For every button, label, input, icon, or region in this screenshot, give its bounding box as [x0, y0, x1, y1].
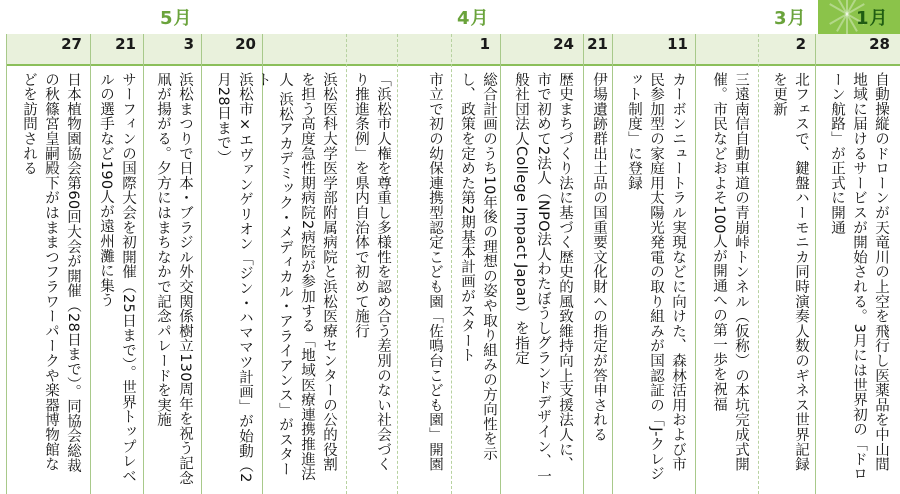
entry-may-21: サーフィンの国際大会を初開催（25日まで）。世界トップレベルの選手など190人が遠州灘に集う — [98, 72, 136, 484]
day-mar-2: 2 — [795, 35, 806, 53]
day-mar-21: 21 — [587, 35, 608, 53]
entry-apr-20: 浜松市×エヴァンゲリオン「ジン・ハママツ計画」が始動（2月28日まで） — [215, 72, 253, 483]
entry-jan-28: 自動操縦のドローンが天竜川の上空を飛行し医薬品を中山間地域に届けるサービスが開始される。3月には世界初の「ドローン航路」が正式に開通 — [829, 72, 889, 482]
day-mar-11: 11 — [667, 35, 688, 53]
entry-may-27: 日本植物園協会第60回大会が開催（28日まで）。同協会総裁の秋篠宮皇嗣殿下がはままつフラワーパークや楽器博物館などを訪問される — [21, 72, 81, 473]
day-mar-24: 24 — [553, 35, 574, 53]
entry-apr-1-plan: 総合計画のうち10年後の理想の姿や取り組みの方向性を示し、政策を定めた第2期基本計画がスタート — [459, 72, 497, 462]
entry-apr-1-ordinance: 「浜松市人権を尊重し多様性を認め合う差別のない社会づくり推進条例」を県内自治体で初めて施行 — [353, 72, 391, 472]
column-divider — [500, 34, 501, 494]
column-divider — [6, 34, 7, 494]
column-divider — [90, 34, 91, 494]
month-label-january: 1月 — [856, 8, 889, 29]
day-may-27: 27 — [61, 35, 82, 53]
day-may-21: 21 — [115, 35, 136, 53]
entry-may-3: 浜松まつりで日本・ブラジル外交関係樹立130周年を祝う記念凧が揚がる。夕方にはまちなかで記念パレードを実施 — [155, 72, 193, 486]
entry-mar-2-fes: 北フェスで、鍵盤ハーモニカ同時演奏人数のギネス世界記録を更新 — [771, 72, 809, 472]
column-divider — [262, 34, 263, 494]
column-divider — [201, 34, 202, 494]
month-label-april: 4月 — [457, 8, 490, 29]
column-divider — [143, 34, 144, 494]
month-label-may: 5月 — [160, 8, 193, 29]
entry-mar-2-tunnel: 三遠南信自動車道の青崩峠トンネル（仮称）の本坑完成式開催。市民などおよそ100人が開通への第一歩を祝福 — [711, 72, 749, 472]
day-apr-20: 20 — [235, 35, 256, 53]
month-header — [0, 0, 900, 34]
column-divider — [815, 34, 816, 494]
day-may-3: 3 — [183, 35, 194, 53]
column-divider — [695, 34, 696, 494]
entry-mar-24: 歴史まちづくり法に基づく歴史的風致維持向上支援法人に、市で初めて2法人（NPO法人わたぼうしグランドデザイン、一般社団法人College Impact Japan）を指定 — [513, 72, 573, 484]
entry-mar-21: 伊場遺跡群出土品の国重要文化財への指定が答申される — [591, 72, 607, 442]
day-header-row — [6, 34, 900, 66]
column-subdivider — [397, 34, 399, 494]
column-subdivider — [758, 34, 760, 494]
column-subdivider — [346, 34, 348, 494]
entry-apr-1-medical: 浜松医科大学医学部附属病院と浜松医療センターの公的役割を担う高度急性期病院2病院が参加する「地域医療連携推進法人 浜松アカデミック・メディカル・アライアンス」がスタート — [255, 72, 337, 482]
month-label-march: 3月 — [774, 8, 807, 29]
column-divider — [583, 34, 584, 494]
entry-mar-11: カーボンニュートラル実現などに向けた、森林活用および市民参加型の家庭用太陽光発電の取り組みが国認証の「J-クレジット制度」に登録 — [626, 72, 686, 482]
column-subdivider — [451, 34, 453, 494]
day-apr-1: 1 — [479, 35, 490, 53]
day-jan-28: 28 — [869, 35, 890, 53]
column-divider — [612, 34, 613, 494]
entry-apr-1-kindergarten: 市立で初の幼保連携型認定こども園「佐鳴台こども園」開園 — [427, 72, 443, 472]
